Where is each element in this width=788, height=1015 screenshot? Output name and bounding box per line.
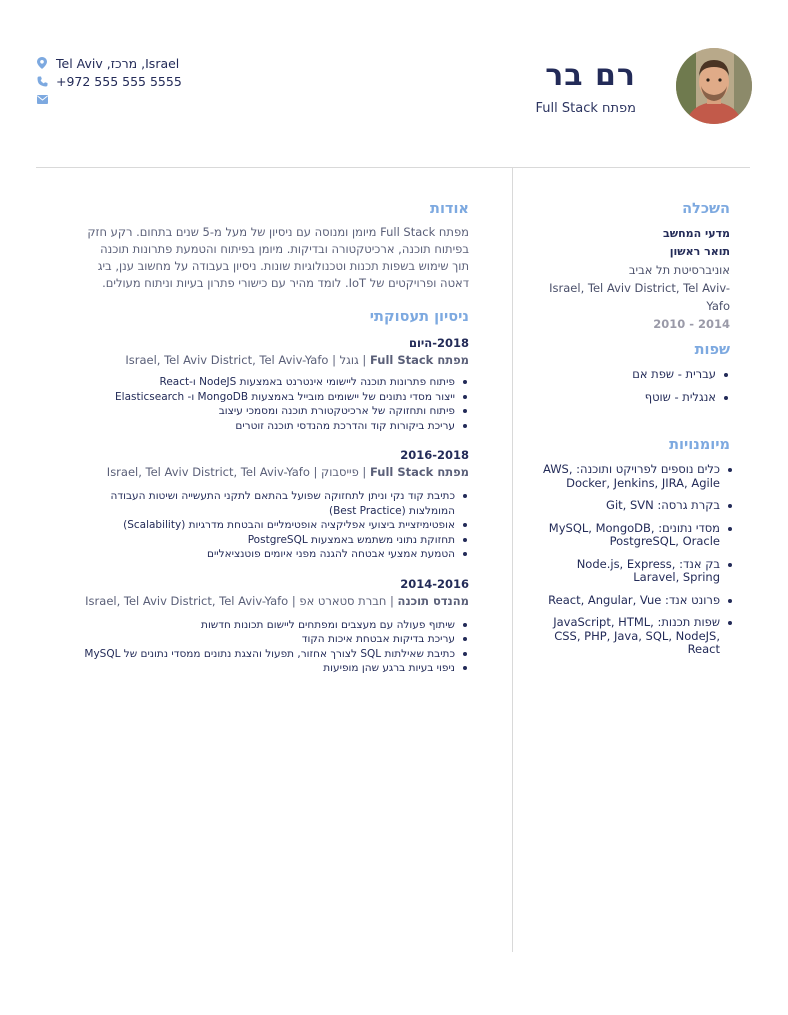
phone-text: +972 555 555 5555	[56, 73, 182, 89]
job-date: 2018-היום	[408, 336, 469, 350]
about-title: אודות	[430, 201, 469, 217]
languages-title: שפות	[694, 342, 730, 358]
skill-item: כלים נוספים לפרויקט ותוכנה: AWS, Docker, Jenkins, JIRA, Agile	[528, 463, 720, 490]
job-position: מפתח Full Stack	[369, 353, 469, 367]
skills-list	[528, 463, 730, 657]
job-bullet: אופטימיזציית ביצועי אפליקציה אופטימליים והבטחת מדרגיות (Scalability)	[80, 518, 455, 533]
job-location: Israel, Tel Aviv District, Tel Aviv-Yafo	[125, 353, 329, 367]
education-years: 2014 - 2010	[653, 317, 730, 331]
job-bullets	[80, 618, 469, 676]
job-company: פייסבוק	[321, 465, 359, 479]
education-section	[528, 199, 730, 333]
education-location: Israel, Tel Aviv District, Tel Aviv-Yafo	[549, 281, 730, 313]
phone-icon	[36, 75, 48, 87]
about-section	[80, 199, 469, 292]
job-header: מהנדס תוכנה | חברת סטארט אפ | Israel, Tel Aviv District, Tel Aviv-Yafo	[85, 593, 469, 608]
languages-section	[528, 340, 730, 404]
skills-title: מיומנויות	[669, 437, 730, 453]
education-level: תואר ראשון	[669, 245, 730, 258]
skill-item: בק אנד: Node.js, Express, Laravel, Spring	[528, 558, 720, 585]
experience-title: ניסיון תעסוקתי	[369, 309, 469, 325]
job-header: מפתח Full Stack | גוגל | Israel, Tel Aviv District, Tel Aviv-Yafo	[125, 353, 469, 367]
contact-location	[36, 55, 179, 71]
job-bullet: עריכת בדיקות אבטחת איכות הקוד	[80, 632, 455, 647]
skill-item: בקרת גרסה: Git, SVN	[528, 499, 720, 513]
job-bullet: פיתוח ותחזוקה של ארכיטקטורת תוכנה ומסמכי עיצוב	[80, 404, 455, 419]
job-bullet: כתיבת שאילתות SQL לצורך אחזור, תפעול והצגת נתונים ממסדי נתונים של MySQL	[80, 647, 455, 662]
job-date: 2016-2018	[400, 448, 469, 462]
language-item: אנגלית - שוטף	[528, 391, 716, 405]
skills-section	[528, 435, 730, 657]
job-company: חברת סטארט אפ	[299, 593, 387, 608]
job-bullet: ניפוי בעיות ברגע שהן מופיעות	[80, 661, 455, 676]
education-degree: מדעי המחשב	[663, 227, 730, 240]
job-bullet: שיתוף פעולה עם מעצבים ומפתחים ליישום תכונות חדשות	[80, 618, 455, 633]
job-company: גוגל	[339, 353, 359, 367]
candidate-role: מפתח Full Stack	[535, 101, 636, 116]
candidate-name: רם בר	[545, 58, 636, 93]
job-date: 2014-2016	[400, 576, 469, 591]
job-header: מפתח Full Stack | פייסבוק | Israel, Tel Aviv District, Tel Aviv-Yafo	[106, 465, 469, 479]
job-bullet: עריכת ביקורות קוד והדרכת מהנדסי תוכנה זוטרים	[80, 419, 455, 434]
language-item: עברית - שפת אם	[528, 368, 716, 382]
envelope-icon	[36, 93, 48, 105]
profile-photo	[676, 48, 752, 124]
experience-section	[80, 307, 469, 676]
job-bullet: תחזוקת נתוני משתמש באמצעות PostgreSQL	[80, 533, 455, 548]
contact-phone	[36, 73, 182, 89]
skill-item: שפות תכנות: JavaScript, HTML, CSS, PHP, Java, SQL, NodeJS, React	[528, 616, 720, 657]
job-location: Israel, Tel Aviv District, Tel Aviv-Yafo	[106, 465, 310, 479]
job-position: מפתח Full Stack	[369, 465, 469, 479]
map-pin-icon	[36, 57, 48, 69]
languages-list	[528, 368, 730, 404]
education-school: אוניברסיטת תל אביב	[628, 263, 730, 277]
job-bullet: הטמעת אמצעי אבטחה להגנה מפני איומים פוטנציאליים	[80, 547, 455, 562]
job-position: מהנדס תוכנה	[397, 593, 469, 608]
contact-email	[36, 91, 56, 107]
header-divider	[36, 167, 750, 168]
job-bullets	[80, 489, 469, 562]
location-text: Tel Aviv ,מרכז ,Israel	[56, 55, 180, 71]
column-divider	[512, 168, 513, 952]
job-bullet: כתיבת קוד נקי וניתן לתחזוקה שפועל בהתאם לתקני התעשייה ושיטות העבודה המומלצות (Best Practice)	[80, 489, 455, 518]
job-bullets	[80, 375, 469, 433]
education-title: השכלה	[682, 201, 730, 217]
job-bullet: ייצור מסדי נתונים של יישומים מובייל באמצעות MongoDB ו- Elasticsearch	[80, 390, 455, 405]
job-bullet: פיתוח פתרונות תוכנה ליישומי אינטרנט באמצעות NodeJS ו-React	[80, 375, 455, 390]
skill-item: פרונט אנד: React, Angular, Vue	[528, 594, 720, 608]
skill-item: מסדי נתונים: MySQL, MongoDB, PostgreSQL, Oracle	[528, 522, 720, 549]
job-location: Israel, Tel Aviv District, Tel Aviv-Yafo	[85, 593, 289, 608]
about-text: מפתח Full Stack מיומן ומנוסה עם ניסיון של מעל מ-5 שנים בתחום. רקע חזק בפיתוח תוכנה, ארכיטקטורה ובדיקות. מיומן בפיתוח והטמעת פתרונות תוכנה תוך שימוש בשפות תכנות וטכנולוגיות שונות. ניסיון בעבודה על מחשוב ענן, ביג דאטה ופרויקטים של IoT. לומד מהיר עם כישורי פתרון בעיות וניתוח מעולים.	[87, 225, 469, 290]
